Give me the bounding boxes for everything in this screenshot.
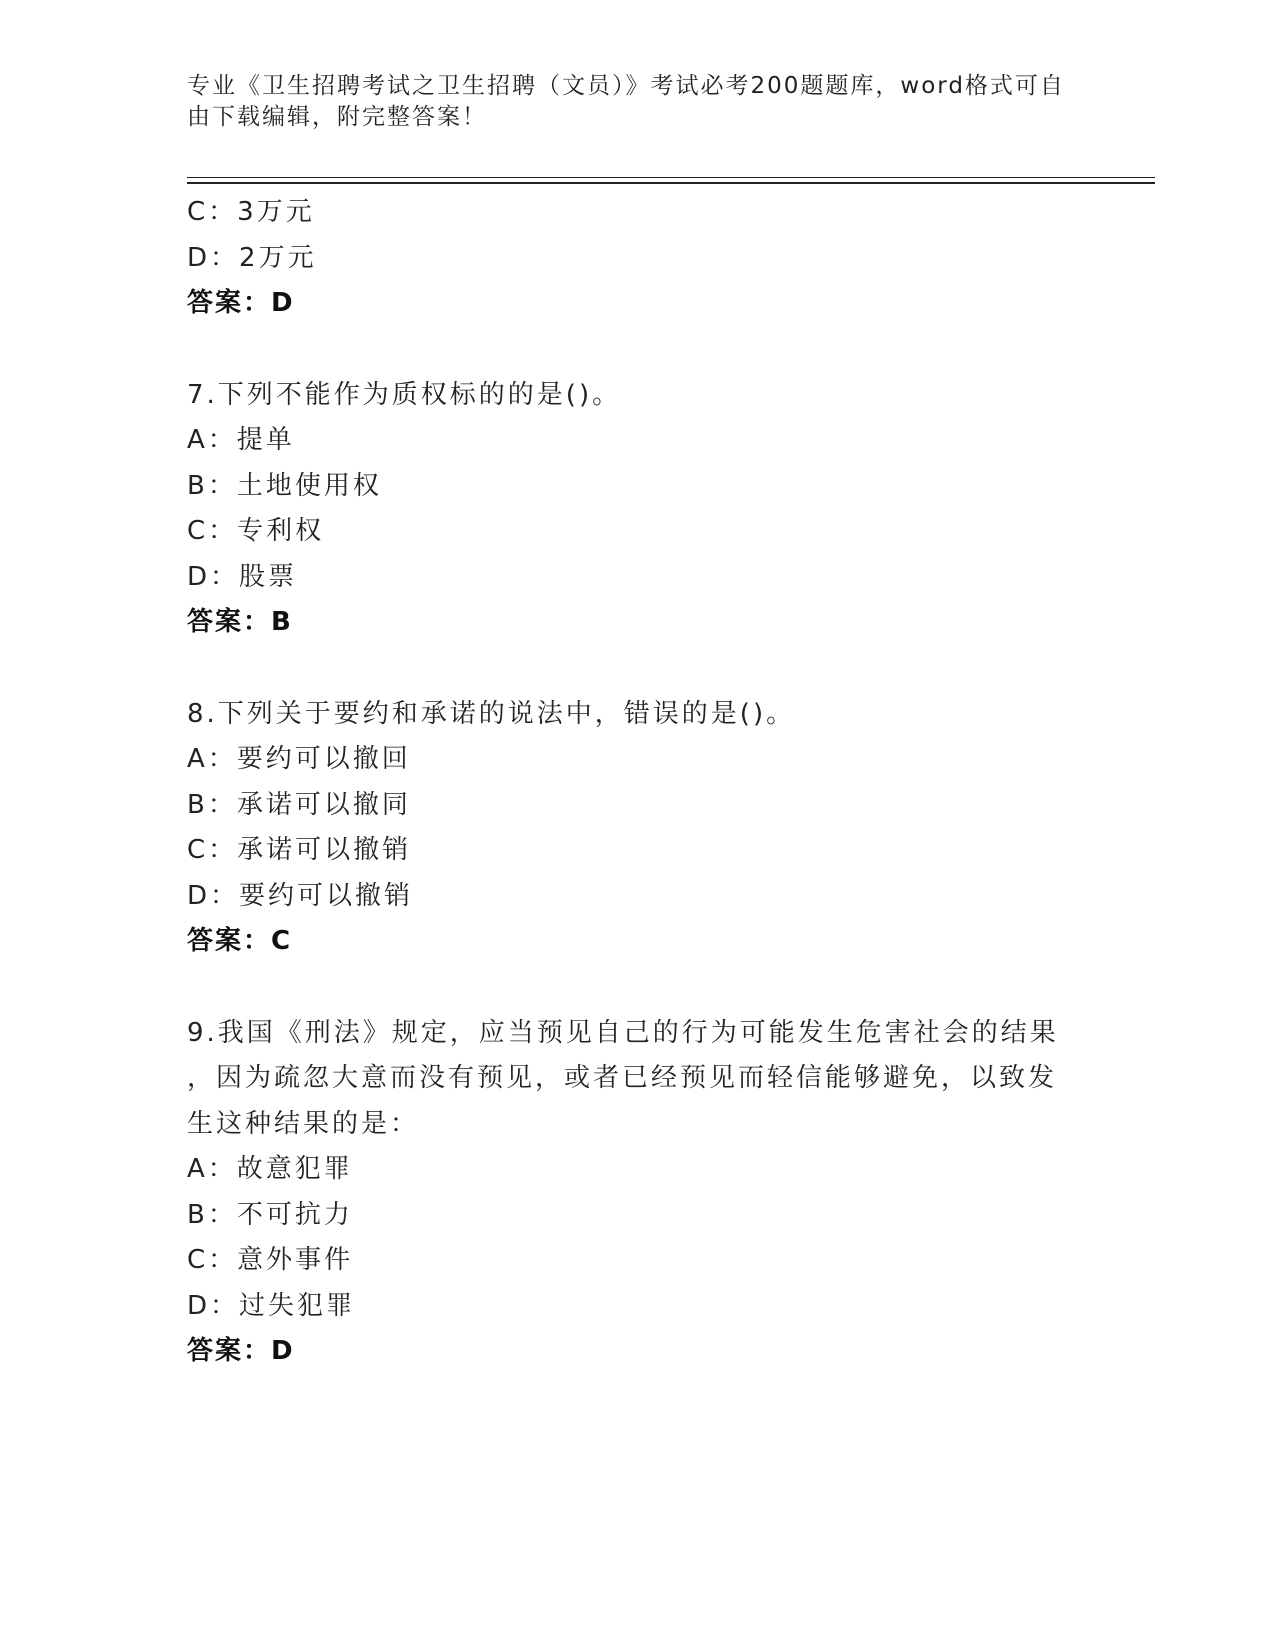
- question-6-continued: [187, 190, 1067, 327]
- option-b: B：承诺可以撤同: [187, 789, 411, 820]
- option-d: D：2万元: [187, 242, 317, 273]
- answer-label: 答案：D: [187, 288, 295, 318]
- header-rule-bottom: [187, 182, 1155, 184]
- option-d: D：过失犯罪: [187, 1290, 356, 1321]
- answer-label: 答案：C: [187, 926, 293, 956]
- option-d: D：要约可以撤销: [187, 880, 414, 911]
- question-stem-line-1: 9.我国《刑法》规定，应当预见自己的行为可能发生危害社会的结果: [187, 1017, 1059, 1048]
- option-a: A：要约可以撤回: [187, 744, 411, 774]
- option-a: A：故意犯罪: [187, 1154, 353, 1184]
- option-d: D：股票: [187, 561, 298, 592]
- question-7: [187, 373, 1067, 646]
- option-a: A：提单: [187, 425, 295, 455]
- option-c: C：3万元: [187, 197, 315, 227]
- option-b: B：不可抗力: [187, 1199, 353, 1230]
- question-stem-line-2: ，因为疏忽大意而没有预见，或者已经预见而轻信能够避免，以致发: [187, 1063, 1058, 1093]
- option-c: C：意外事件: [187, 1245, 354, 1275]
- header-line-2: 由下载编辑，附完整答案！: [187, 104, 487, 130]
- question-stem: 7.下列不能作为质权标的的是()。: [187, 379, 622, 410]
- option-c: C：专利权: [187, 516, 325, 546]
- question-8: [187, 692, 1067, 965]
- header-rule-top: [187, 177, 1155, 178]
- question-list: [187, 190, 1067, 1375]
- document-header: [187, 71, 1067, 133]
- answer-label: 答案：D: [187, 1336, 295, 1366]
- question-stem: 8.下列关于要约和承诺的说法中，错误的是()。: [187, 698, 796, 729]
- question-stem-line-3: 生这种结果的是：: [187, 1108, 420, 1139]
- header-line-1: 专业《卫生招聘考试之卫生招聘（文员）》考试必考200题题库，word格式可自: [187, 73, 1065, 99]
- answer-label: 答案：B: [187, 607, 293, 637]
- option-b: B：土地使用权: [187, 470, 382, 501]
- question-9: [187, 1011, 1067, 1375]
- option-c: C：承诺可以撤销: [187, 835, 412, 865]
